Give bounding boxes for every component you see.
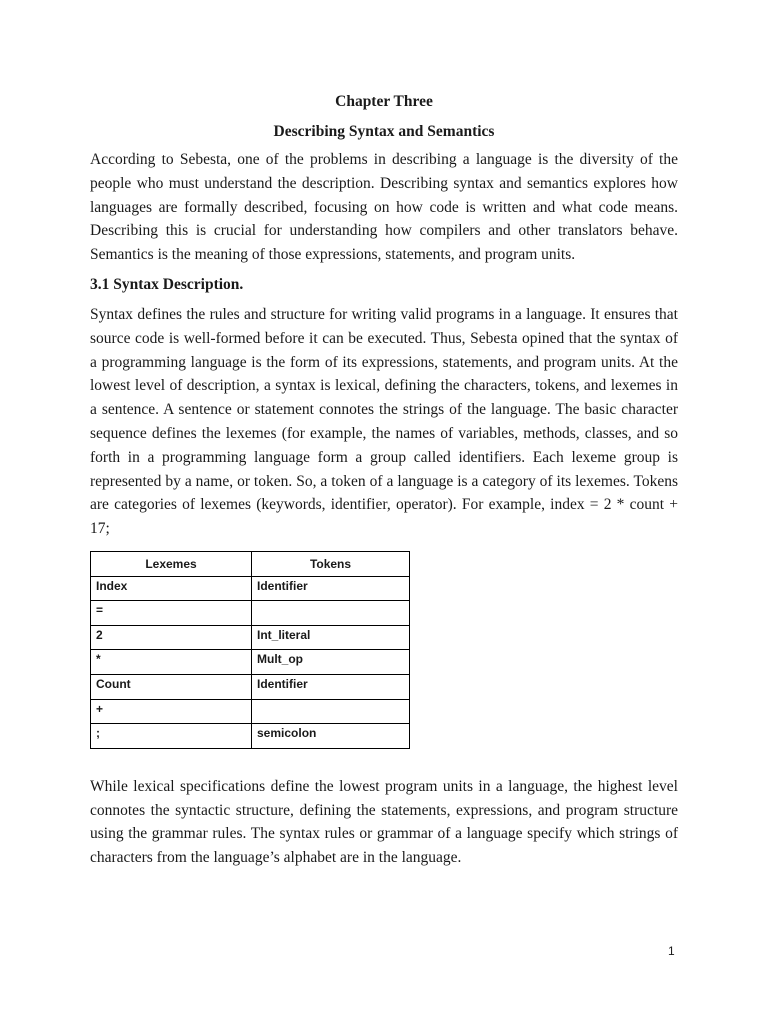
token-cell: [252, 601, 410, 626]
table-row: [91, 699, 410, 724]
grammar-paragraph: While lexical specifications define the lowest program units in a language, the highest level connotes the syntactic structure, defining the statements, expressions, and program structure using the grammar rules. The syntax rules or grammar of a language specify which strings of characters from the language’s alphabet are in the language.: [90, 777, 678, 867]
table-row: [91, 625, 410, 650]
intro-paragraph: According to Sebesta, one of the problems in describing a language is the diversity of the people who must understand the description. Describing syntax and semantics explores how languages are formally described, focusing on how code is written and what code means. Describing this is crucial for understanding how compilers and other translators behave. Semantics is the meaning of those expressions, statements, and program units.: [90, 151, 678, 264]
chapter-title: Chapter Three: [335, 93, 433, 110]
lexeme-cell: Index: [91, 576, 252, 601]
token-cell: semicolon: [252, 724, 410, 749]
syntax-paragraph: Syntax defines the rules and structure for writing valid programs in a language. It ensures that source code is well-formed before it can be executed. Thus, Sebesta opined that the syntax of a programming language is the form of its expressions, statements, and program units. At the lowest level of description, a syntax is lexical, defining the characters, tokens, and lexemes in a sentence. A sentence or statement connotes the strings of the language. The basic character sequence defines the lexemes (for example, the names of variables, methods, classes, and so forth in a programming language form a group called identifiers. Each lexeme group is represented by a name, or token. So, a token of a language is a category of its lexemes. Tokens are categories of lexemes (keywords, identifier, operator). For example, index = 2 * count + 17;: [90, 305, 678, 538]
token-cell: Mult_op: [252, 650, 410, 675]
lexeme-cell: ;: [91, 724, 252, 749]
token-cell: Identifier: [252, 576, 410, 601]
header-tokens: Tokens: [252, 551, 410, 576]
document-page: [90, 90, 678, 870]
token-cell: Identifier: [252, 674, 410, 699]
lexeme-cell: +: [91, 699, 252, 724]
lexeme-token-table: [90, 551, 410, 749]
lexeme-cell: Count: [91, 674, 252, 699]
header-lexemes: Lexemes: [91, 551, 252, 576]
table-row: [91, 576, 410, 601]
table-header-row: [91, 551, 410, 576]
page-number: 1: [668, 944, 675, 958]
lexeme-cell: *: [91, 650, 252, 675]
table-row: [91, 724, 410, 749]
token-cell: [252, 699, 410, 724]
token-cell: Int_literal: [252, 625, 410, 650]
lexeme-cell: 2: [91, 625, 252, 650]
table-row: [91, 601, 410, 626]
section-heading: 3.1 Syntax Description.: [90, 275, 244, 293]
table-row: [91, 650, 410, 675]
chapter-subtitle: Describing Syntax and Semantics: [273, 123, 495, 140]
table-row: [91, 674, 410, 699]
lexeme-cell: =: [91, 601, 252, 626]
